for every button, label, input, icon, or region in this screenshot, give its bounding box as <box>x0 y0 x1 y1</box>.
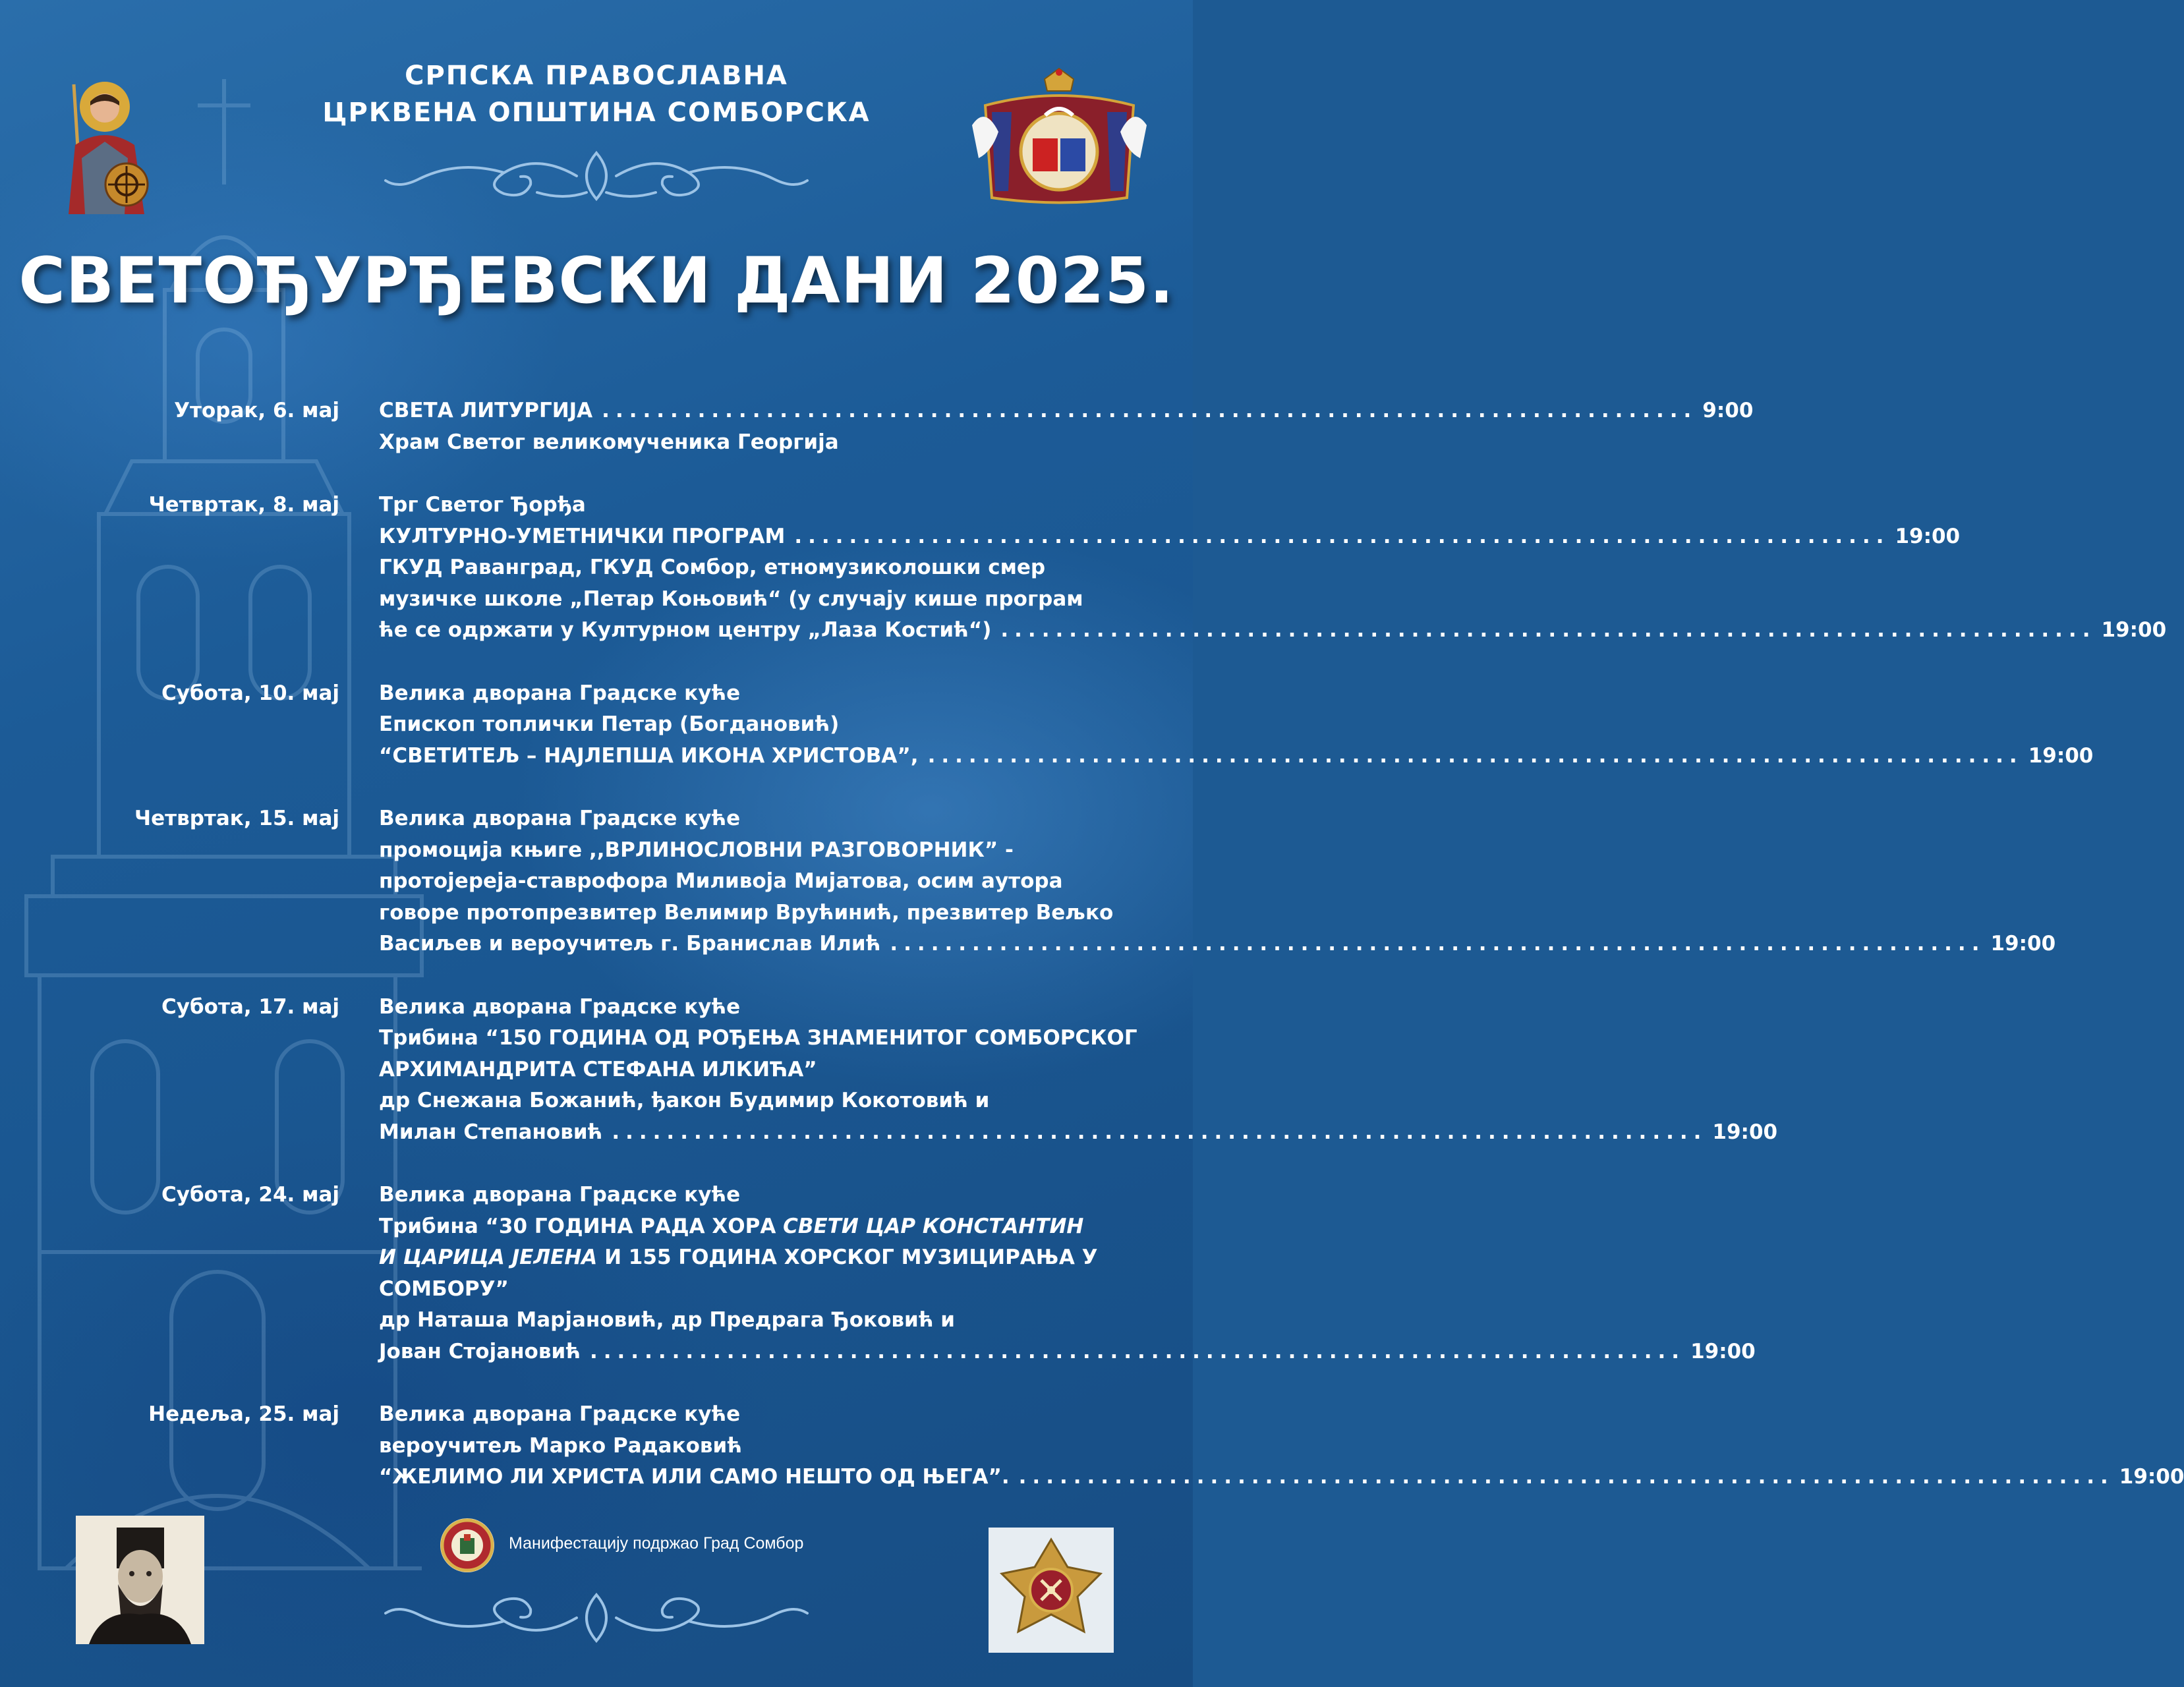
event-line <box>379 552 1142 584</box>
event-line <box>379 1054 1142 1086</box>
event-line-text: музичке школе „Петар Коњовић“ (у случају кише програм <box>379 586 1083 611</box>
event-line-text: Јован Стојановић <box>379 1339 581 1363</box>
event-details <box>379 803 2056 960</box>
dot-leader: ................................................................................ <box>1018 1465 2114 1489</box>
event-line <box>379 1242 1142 1274</box>
event-details <box>379 678 2094 772</box>
event-line-text: промоција књиге ,,ВРЛИНОСЛОВНИ РАЗГОВОРНИК” - <box>379 838 1014 862</box>
event-line-text: Велика дворана Градске куће <box>379 1402 741 1426</box>
header-line-1: СРПСКА ПРАВОСЛАВНА <box>405 61 788 91</box>
event-line-text <box>379 1242 1098 1274</box>
event-line-text: др Наташа Марјановић, др Предрага Ђоковић и <box>379 1308 956 1332</box>
event-line <box>379 1023 1142 1054</box>
event-line <box>379 427 1142 459</box>
event-time: 19:00 <box>2119 1465 2184 1489</box>
event-time: 9:00 <box>1702 399 1754 422</box>
event-line-text: “ЖЕЛИМО ЛИ ХРИСТА ИЛИ САМО НЕШТО ОД ЊЕГА”. <box>379 1465 1010 1489</box>
event-line <box>379 803 1142 835</box>
event-line-text: Милан Степановић <box>379 1120 603 1144</box>
event-details <box>379 395 1754 458</box>
event-line-text: Велика дворана Градске куће <box>379 1183 741 1207</box>
event-time: 19:00 <box>2101 618 2167 642</box>
event-date: Недеља, 25. мај <box>148 1402 339 1426</box>
event-time: 19:00 <box>1895 524 1961 548</box>
event-details <box>379 992 1778 1149</box>
dot-leader: ................................................................................ <box>927 743 2023 768</box>
event-date: Четвртак, 15. мај <box>134 807 339 830</box>
event-line-text: “СВЕТИТЕЉ – НАЈЛЕПША ИКОНА ХРИСТОВА”, <box>379 743 919 768</box>
event-line <box>379 898 1142 929</box>
event-time: 19:00 <box>1990 932 2056 956</box>
event-line <box>379 521 1961 553</box>
event-time: 19:00 <box>2028 743 2094 768</box>
event-line-part: И 155 ГОДИНА ХОРСКОГ МУЗИЦИРАЊА У <box>597 1245 1098 1269</box>
event-line-text <box>379 1211 1083 1243</box>
dot-leader: ................................................................................ <box>1000 618 2096 642</box>
event-line-italic-part: И ЦАРИЦА ЈЕЛЕНА <box>379 1245 598 1269</box>
event-line <box>379 678 1142 710</box>
event-details <box>379 1399 2184 1493</box>
event-date: Четвртак, 8. мај <box>148 493 339 517</box>
header-line-2: ЦРКВЕНА ОПШТИНА СОМБОРСКА <box>322 98 871 128</box>
event-line <box>379 1085 1142 1117</box>
event-line <box>379 1305 1142 1336</box>
event-date: Субота, 17. мај <box>161 994 339 1019</box>
event-time: 19:00 <box>1690 1339 1756 1363</box>
dot-leader: ................................................................................ <box>890 932 1986 956</box>
event-line-text: говоре протопрезвитер Велимир Врућинић, презвитер Вељко <box>379 900 1114 925</box>
event-line <box>379 1117 1778 1149</box>
event-line-text: КУЛТУРНО-УМЕТНИЧКИ ПРОГРАМ <box>379 524 786 548</box>
event-date: Субота, 24. мај <box>161 1183 339 1207</box>
ornament-divider-bottom <box>379 1588 814 1647</box>
dot-leader: ................................................................................ <box>589 1339 1686 1363</box>
event-line-text: вероучитељ Марко Радаковић <box>379 1433 742 1458</box>
page-title: СВЕТОЂУРЂЕВСКИ ДАНИ 2025. <box>18 244 1174 318</box>
event-line <box>379 584 1142 615</box>
ornament-divider-top <box>379 146 814 206</box>
event-line <box>379 1180 1142 1211</box>
event-line-text: АРХИМАНДРИТА СТЕФАНА ИЛКИЋА” <box>379 1057 817 1081</box>
event-line <box>379 709 1142 741</box>
event-line <box>379 1211 1142 1243</box>
event-line-text: Трг Светог Ђорђа <box>379 493 586 517</box>
event-time: 19:00 <box>1712 1120 1778 1144</box>
event-line <box>379 929 2056 960</box>
event-line-text: Велика дворана Градске куће <box>379 681 741 705</box>
event-line-italic-part: СВЕТИ ЦАР КОНСТАНТИН <box>783 1214 1084 1238</box>
event-details <box>379 490 2167 646</box>
dot-leader: ................................................................................ <box>612 1120 1708 1144</box>
event-line <box>379 835 1142 867</box>
event-line <box>379 1274 1142 1305</box>
event-line <box>379 1336 1756 1368</box>
event-line-text: СВЕТА ЛИТУРГИЈА <box>379 399 593 422</box>
event-line <box>379 1462 2184 1493</box>
choir-badge-icon <box>989 1528 1114 1653</box>
event-line <box>379 741 2094 772</box>
event-line-text: Епископ топлички Петар (Богдановић) <box>379 712 840 736</box>
event-line-text: Васиљев и вероучитељ г. Бранислав Илић <box>379 932 881 956</box>
event-line-text: ГКУД Раванград, ГКУД Сомбор, етномузиколошки смер <box>379 556 1046 579</box>
event-line <box>379 992 1142 1023</box>
event-line <box>379 490 1142 521</box>
dot-leader: ................................................................................ <box>602 399 1698 422</box>
event-line-text: Трибина “150 ГОДИНА ОД РОЂЕЊА ЗНАМЕНИТОГ СОМБОРСКОГ <box>379 1026 1137 1050</box>
event-line-text: ће се одржати у Културном центру „Лаза Костић“) <box>379 618 992 642</box>
event-line <box>379 395 1754 427</box>
event-line-text: Храм Светог великомученика Георгија <box>379 430 839 454</box>
event-details <box>379 1180 1756 1367</box>
portrait-photo <box>76 1516 204 1644</box>
event-line-text: др Снежана Божанић, ђакон Будимир Кокотовић и <box>379 1089 990 1112</box>
event-line <box>379 866 1142 898</box>
event-line-text: СОМБОРУ” <box>379 1276 509 1301</box>
event-line-text: протојереја-ставрофора Миливоја Мијатова, осим аутора <box>379 869 1063 893</box>
event-line-part: Трибина “30 ГОДИНА РАДА ХОРА <box>379 1214 784 1238</box>
sponsor-note: Манифестацију подржао Град Сомбор <box>509 1534 804 1553</box>
event-line-text: Велика дворана Градске куће <box>379 807 741 830</box>
event-line <box>379 1431 1142 1462</box>
event-line-text: Велика дворана Градске куће <box>379 994 741 1019</box>
event-date: Уторак, 6. мај <box>174 399 339 422</box>
event-date: Субота, 10. мај <box>161 681 339 705</box>
event-line <box>379 1399 1142 1431</box>
city-seal-icon <box>440 1518 494 1572</box>
event-line <box>379 615 2167 646</box>
dot-leader: ................................................................................ <box>794 524 1890 548</box>
